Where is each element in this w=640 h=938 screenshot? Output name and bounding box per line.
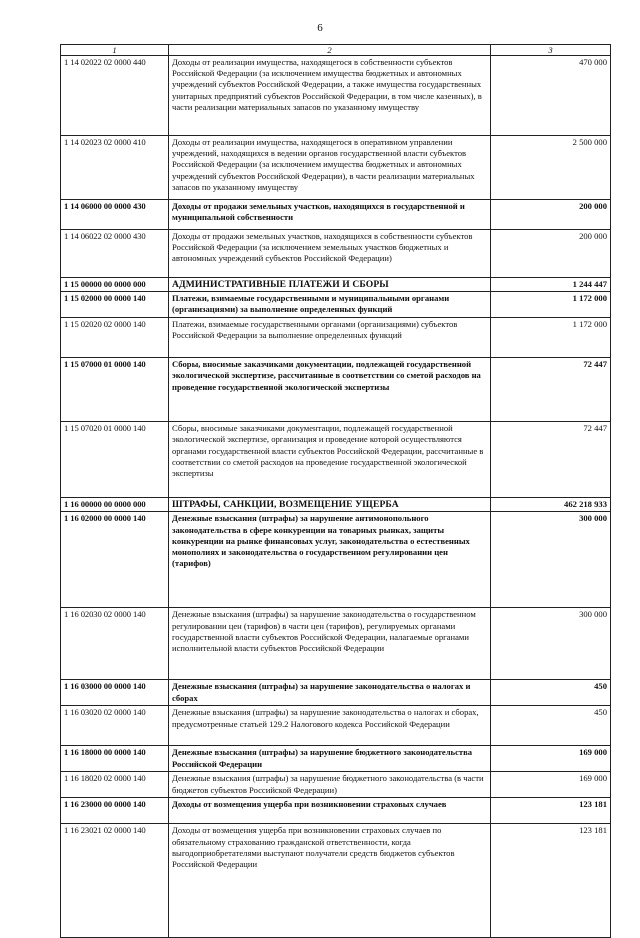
row-code-cell: 1 14 06000 00 0000 430 (61, 200, 169, 230)
row-code-cell: 1 16 02030 02 0000 140 (61, 608, 169, 680)
table-header-row (61, 45, 611, 56)
table-row (61, 772, 611, 798)
table-row (61, 824, 611, 938)
row-description-cell: Платежи, взимаемые государственными органами (организациями) субъектов Российской Федерации за выполнение определенных функций (169, 318, 491, 358)
row-description-cell: Доходы от продажи земельных участков, находящихся в собственности субъектов Российской Федерации (за исключением земельных участков бюджетных и автономных учреждений субъектов Российской Федерации) (169, 230, 491, 278)
row-amount-cell: 169 000 (491, 746, 611, 772)
row-amount-cell: 462 218 933 (491, 498, 611, 512)
row-amount-cell: 300 000 (491, 512, 611, 608)
row-description-cell: ШТРАФЫ, САНКЦИИ, ВОЗМЕЩЕНИЕ УЩЕРБА (169, 498, 491, 512)
row-description-cell: Денежные взыскания (штрафы) за нарушение законодательства о налогах и сборах, предусмотренные статьей 129.2 Налогового кодекса Российской Федерации (169, 706, 491, 746)
row-code-cell: 1 16 03000 00 0000 140 (61, 680, 169, 706)
row-description-cell: Доходы от возмещения ущерба при возникновении страховых случаев по обязательному страхованию гражданской ответственности, когда выгодоприобретателями выступают получатели средств бюджетов субъектов Российской Федерации (169, 824, 491, 938)
column-header-code: 1 (61, 45, 169, 56)
row-description-cell: Доходы от реализации имущества, находящегося в оперативном управлении учреждений, находящихся в ведении органов государственной власти субъектов Российской Федерации (за исключением имущества бюджетных и автономных учреждений субъектов Российской Федерации), в части реализации материальных запасов по указанному имуществу (169, 136, 491, 200)
table-row (61, 798, 611, 824)
row-description-cell: Платежи, взимаемые государственными и муниципальными органами (организациями) за выполнение определенных функций (169, 292, 491, 318)
page-number: 6 (317, 22, 323, 34)
row-amount-cell: 123 181 (491, 824, 611, 938)
table-row (61, 706, 611, 746)
row-code-cell: 1 14 06022 02 0000 430 (61, 230, 169, 278)
row-amount-cell: 450 (491, 706, 611, 746)
revenue-table (60, 44, 611, 938)
row-amount-cell: 1 244 447 (491, 278, 611, 292)
row-amount-cell: 1 172 000 (491, 292, 611, 318)
row-amount-cell: 2 500 000 (491, 136, 611, 200)
row-description-cell: Денежные взыскания (штрафы) за нарушение законодательства о государственном регулировании цен (тарифов) в части цен (тарифов), регулируемых органами государственной власти субъектов Российской Федерации, налагаемые органами исполнительной власти субъектов Российской Федерации (169, 608, 491, 680)
row-code-cell: 1 15 07000 01 0000 140 (61, 358, 169, 422)
row-code-cell: 1 16 18020 02 0000 140 (61, 772, 169, 798)
row-code-cell: 1 16 18000 00 0000 140 (61, 746, 169, 772)
row-amount-cell: 1 172 000 (491, 318, 611, 358)
table-row (61, 512, 611, 608)
row-amount-cell: 450 (491, 680, 611, 706)
table-row (61, 292, 611, 318)
table-row (61, 318, 611, 358)
row-amount-cell: 72 447 (491, 358, 611, 422)
row-code-cell: 1 16 00000 00 0000 000 (61, 498, 169, 512)
row-code-cell: 1 16 02000 00 0000 140 (61, 512, 169, 608)
row-code-cell: 1 16 23000 00 0000 140 (61, 798, 169, 824)
row-description-cell: Доходы от возмещения ущерба при возникновении страховых случаев (169, 798, 491, 824)
row-code-cell: 1 16 23021 02 0000 140 (61, 824, 169, 938)
row-code-cell: 1 15 00000 00 0000 000 (61, 278, 169, 292)
table-row (61, 230, 611, 278)
row-code-cell: 1 15 02020 02 0000 140 (61, 318, 169, 358)
row-amount-cell: 123 181 (491, 798, 611, 824)
row-code-cell: 1 15 07020 01 0000 140 (61, 422, 169, 498)
row-description-cell: Денежные взыскания (штрафы) за нарушение законодательства о налогах и сборах (169, 680, 491, 706)
row-amount-cell: 200 000 (491, 200, 611, 230)
table-row (61, 608, 611, 680)
row-amount-cell: 72 447 (491, 422, 611, 498)
row-code-cell: 1 15 02000 00 0000 140 (61, 292, 169, 318)
table-row (61, 746, 611, 772)
row-description-cell: Сборы, вносимые заказчиками документации, подлежащей государственной экологической экспертизе, организация и проведение которой осуществляются органами государственной власти субъектов Российской Федерации, рассчитанные в соответствии со сметой расходов на проведение государственной экологической экспертизы (169, 422, 491, 498)
row-amount-cell: 200 000 (491, 230, 611, 278)
table-row (61, 498, 611, 512)
row-description-cell: АДМИНИСТРАТИВНЫЕ ПЛАТЕЖИ И СБОРЫ (169, 278, 491, 292)
table-row (61, 136, 611, 200)
row-description-cell: Доходы от продажи земельных участков, находящихся в государственной и муниципальной собственности (169, 200, 491, 230)
row-description-cell: Денежные взыскания (штрафы) за нарушение бюджетного законодательства (в части бюджетов субъектов Российской Федерации) (169, 772, 491, 798)
row-code-cell: 1 14 02022 02 0000 440 (61, 56, 169, 136)
table-row (61, 422, 611, 498)
row-description-cell: Сборы, вносимые заказчиками документации, подлежащей государственной экологической экспертизе, рассчитанные в соответствии со сметой расходов на проведение государственной экологической экспертизы (169, 358, 491, 422)
row-description-cell: Денежные взыскания (штрафы) за нарушение антимонопольного законодательства в сфере конкуренции на товарных рынках, защиты конкуренции на рынке финансовых услуг, законодательства о естественных монополиях и законодательства о государственном регулировании цен (тарифов) (169, 512, 491, 608)
table-row (61, 358, 611, 422)
column-header-description: 2 (169, 45, 491, 56)
row-amount-cell: 169 000 (491, 772, 611, 798)
table-row (61, 56, 611, 136)
table-body (61, 56, 611, 938)
row-amount-cell: 470 000 (491, 56, 611, 136)
row-code-cell: 1 16 03020 02 0000 140 (61, 706, 169, 746)
table-row (61, 278, 611, 292)
row-amount-cell: 300 000 (491, 608, 611, 680)
row-description-cell: Денежные взыскания (штрафы) за нарушение бюджетного законодательства Российской Федерации (169, 746, 491, 772)
column-header-amount: 3 (491, 45, 611, 56)
row-code-cell: 1 14 02023 02 0000 410 (61, 136, 169, 200)
table-row (61, 680, 611, 706)
row-description-cell: Доходы от реализации имущества, находящегося в собственности субъектов Российской Федерации (за исключением имущества бюджетных и автономных учреждений субъектов Российской Федерации, а также имущества государственных унитарных предприятий субъектов Российской Федерации, в том числе казенных), в части реализации материальных запасов по указанному имуществу (169, 56, 491, 136)
table-row (61, 200, 611, 230)
